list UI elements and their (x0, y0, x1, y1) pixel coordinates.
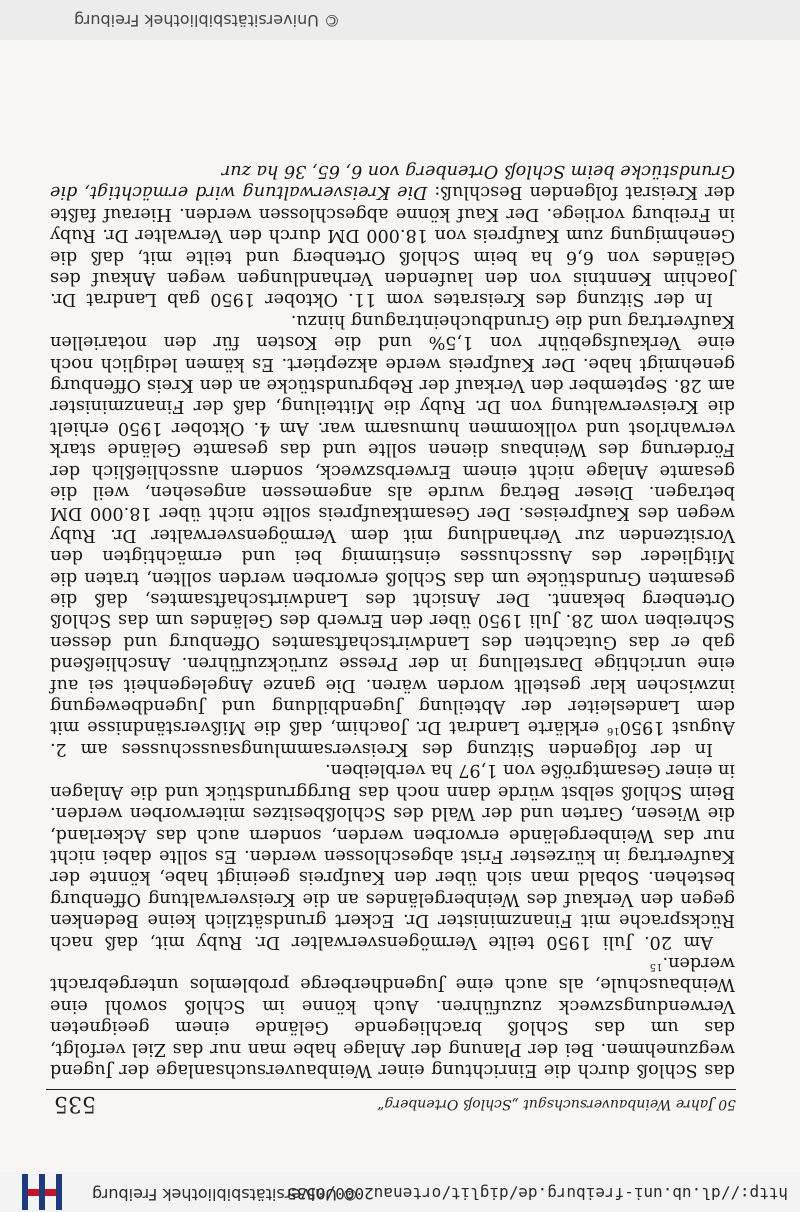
body-text (50, 160, 735, 1080)
source-url[interactable]: http://dl.ub.uni-freiburg.de/diglit/ortenau2000/0535 (287, 1184, 788, 1203)
paragraph: In der folgenden Sitzung des Kreisversammlungsausschusses am 2. August 1950$^{16}$ erklärte Landrat Dr. Joachim, daß die Mißverständnisse mit dem Landesleiter der Abteilung Jugendbildung und Jugendbewegung inzwischen klar gestellt worden wären. Die ganze Angelegenheit sei auf eine unrichtige Darstellung in der Presse zurückzuführen. Anschließend gab er das Gutachten des Landwirtschaftsamtes Offenburg und dessen Schreiben vom 28. Juli 1950 über den Erwerb des Geländes um das Schloß Ortenberg bekannt. Der Ansicht des Landwirtschaftsamtes, daß die gesamten Grundstücke um das Schloß erworben werden sollten, traten die Mitglieder des Ausschusses einstimmig bei und ermächtigten den Vorsitzenden zur Verhandlung mit dem Vermögensverwalter Dr. Ruby wegen des Kaufpreises. Der Gesamtkaufpreis sollte nicht über 18.000 DM betragen. Dieser Betrag wurde als angemessen angesehen, weil die gesamte Anlage nicht einem Erwerbszweck, sondern ausschließlich der Förderung des Weinbaus dienen sollte und das gesamte Gelände stark verwahrlost und vollkommen humusarm war. Am 4. Oktober 1950 erhielt die Kreisverwaltung von Dr. Ruby die Mitteilung, daß der Finanzminister am 28. September den Verkauf der Rebgrundstücke an den Kreis Offenburg genehmigt habe. Der Kaufpreis werde akzeptiert. Es kämen lediglich noch eine Verkaufsgebühr von 1,5% und die Kosten für den notariellen Kaufvertrag und die Grundbucheintragung hinzu. (50, 310, 735, 759)
viewer-header-band (0, 1172, 800, 1212)
running-head-title: 50 Jahre Weinbauversuchsgut „Schloß Ortenberg“ (377, 1096, 736, 1112)
paragraph: das Schloß durch die Einrichtung einer Weinbauversuchsanlage der Jugend wegzunehmen. Bei der Planung der Anlage habe man nur das Ziel verfolgt, das um das Schloß brachliegende Gelände einem geeigneten Verwendungszweck zuzuführen. Auch könne im Schloß sowohl eine Weinbauschule, als auch eine Jugendherberge problemlos untergebracht werden.$^{15}$ (50, 952, 735, 1080)
running-head (46, 1089, 736, 1116)
paragraph: Am 20. Juli 1950 teilte Vermögensverwalter Dr. Ruby mit, daß nach Rücksprache mit Finanzminister Dr. Eckert grundsätzlich keine Bedenken gegen den Verkauf des Weinbergeländes an die Kreisverwaltung Offenburg bestehen. Sobald man sich über den Kaufpreis geeinigt habe, könnte der Kaufvertrag in kürzester Frist abgeschlossen werden. Es sollte dabei nicht nur das Weinbergelände erworben werden, sondern auch das Ackerland, die Wiesen, Garten und der Wald des Schloßbesitzes miterworben werden. Beim Schloß selbst würde dann noch das Burggrundstück und die Anlagen in einer Gesamtgröße von 1,97 ha verbleiben. (50, 760, 735, 952)
paragraph: In der Sitzung des Kreisrates vom 11. Oktober 1950 gab Landrat Dr. Joachim Kenntnis von den laufenden Verhandlungen wegen Ankauf des Geländes von 6,6 ha beim Schloß Ortenberg und teilte mit, daß die Genehmigung zum Kaufpreis von 18.000 DM durch den Verwalter Dr. Ruby in Freiburg vorliege. Der Kauf könne abgeschlossen werden. Hierauf faßte der Kreisrat folgenden Beschluß: Die Kreisverwaltung wird ermächtigt, die Grundstücke beim Schloß Ortenberg von 6, 65, 36 ha zur (49, 160, 735, 310)
resolution-text: Die Kreisverwaltung wird ermächtigt, die Grundstücke beim Schloß Ortenberg von 6, 65, 36 ha zur (49, 160, 735, 203)
book-page (0, 40, 800, 1172)
copyright-notice: © Universitätsbibliothek Freiburg (73, 11, 340, 30)
copyright-notice: © Universitätsbibliothek Freiburg (91, 1185, 358, 1204)
footnote-marker: 15 (649, 960, 663, 972)
page-number: 535 (54, 1091, 96, 1116)
viewer-footer-band (0, 0, 800, 40)
library-logo (18, 1174, 66, 1210)
footnote-marker: 16 (606, 725, 620, 737)
